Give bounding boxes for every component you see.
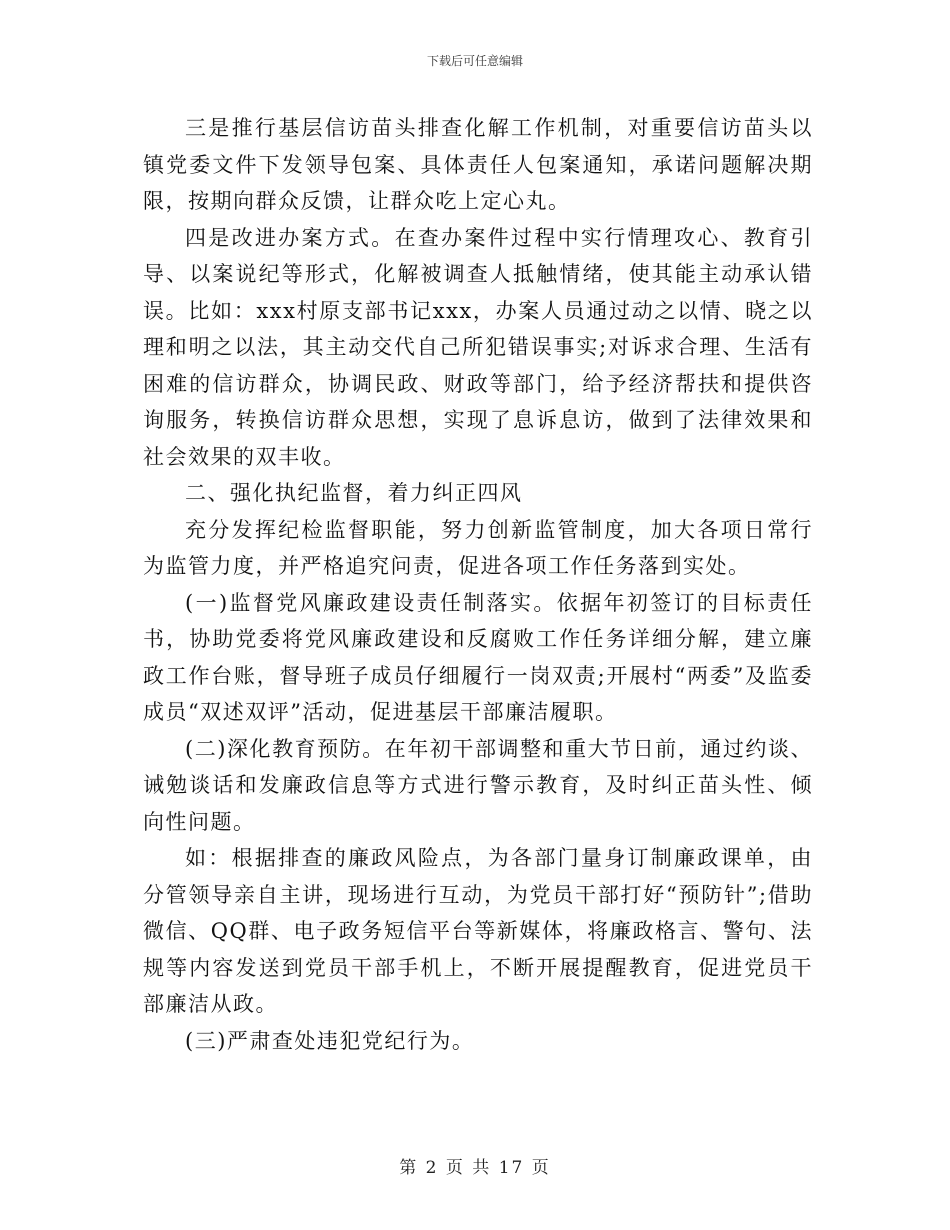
paragraph: 三是推行基层信访苗头排查化解工作机制，对重要信访苗头以镇党委文件下发领导包案、具体责任人包案通知，承诺问题解决期限，按期向群众反馈，让群众吃上定心丸。 — [143, 116, 813, 213]
paragraph: 充分发挥纪检监督职能，努力创新监管制度，加大各项日常行为监管力度，并严格追究问责，促进各项工作任务落到实处。 — [143, 517, 813, 578]
paragraph: (三)严肃查处违犯党纪行为。 — [185, 1028, 475, 1053]
section-heading: 二、强化执纪监督，着力纠正四风 — [185, 481, 523, 505]
paragraph: 如：根据排查的廉政风险点，为各部门量身订制廉政课单，由分管领导亲自主讲，现场进行互动，为党员干部打好“预防针”;借助微信、QQ群、电子政务短信平台等新媒体，将廉政格言、警句、法规等内容发送到党员干部手机上，不断开展提醒教育，促进党员干部廉洁从政。 — [143, 846, 813, 1016]
paragraph: 四是改进办案方式。在查办案件过程中实行情理攻心、教育引导、以案说纪等形式，化解被调查人抵触情绪，使其能主动承认错误。比如：xxx村原支部书记xxx，办案人员通过动之以情、晓之以理和明之以法，其主动交代自己所犯错误事实;对诉求合理、生活有困难的信访群众，协调民政、财政等部门，给予经济帮扶和提供咨询服务，转换信访群众思想，实现了息诉息访，做到了法律效果和社会效果的双丰收。 — [143, 225, 813, 469]
paragraph: (二)深化教育预防。在年初干部调整和重大节日前，通过约谈、诫勉谈话和发廉政信息等方式进行警示教育，及时纠正苗头性、倾向性问题。 — [143, 736, 813, 834]
document-body — [143, 110, 813, 1059]
page-header: 下载后可任意编辑 — [426, 54, 523, 68]
paragraph: (一)监督党风廉政建设责任制落实。依据年初签订的目标责任书，协助党委将党风廉政建设和反腐败工作任务详细分解，建立廉政工作台账，督导班子成员仔细履行一岗双责;开展村“两委”及监委成员“双述双评”活动，促进基层干部廉洁履职。 — [143, 590, 813, 724]
page-number-footer: 第 2 页 共 17 页 — [399, 1158, 551, 1178]
